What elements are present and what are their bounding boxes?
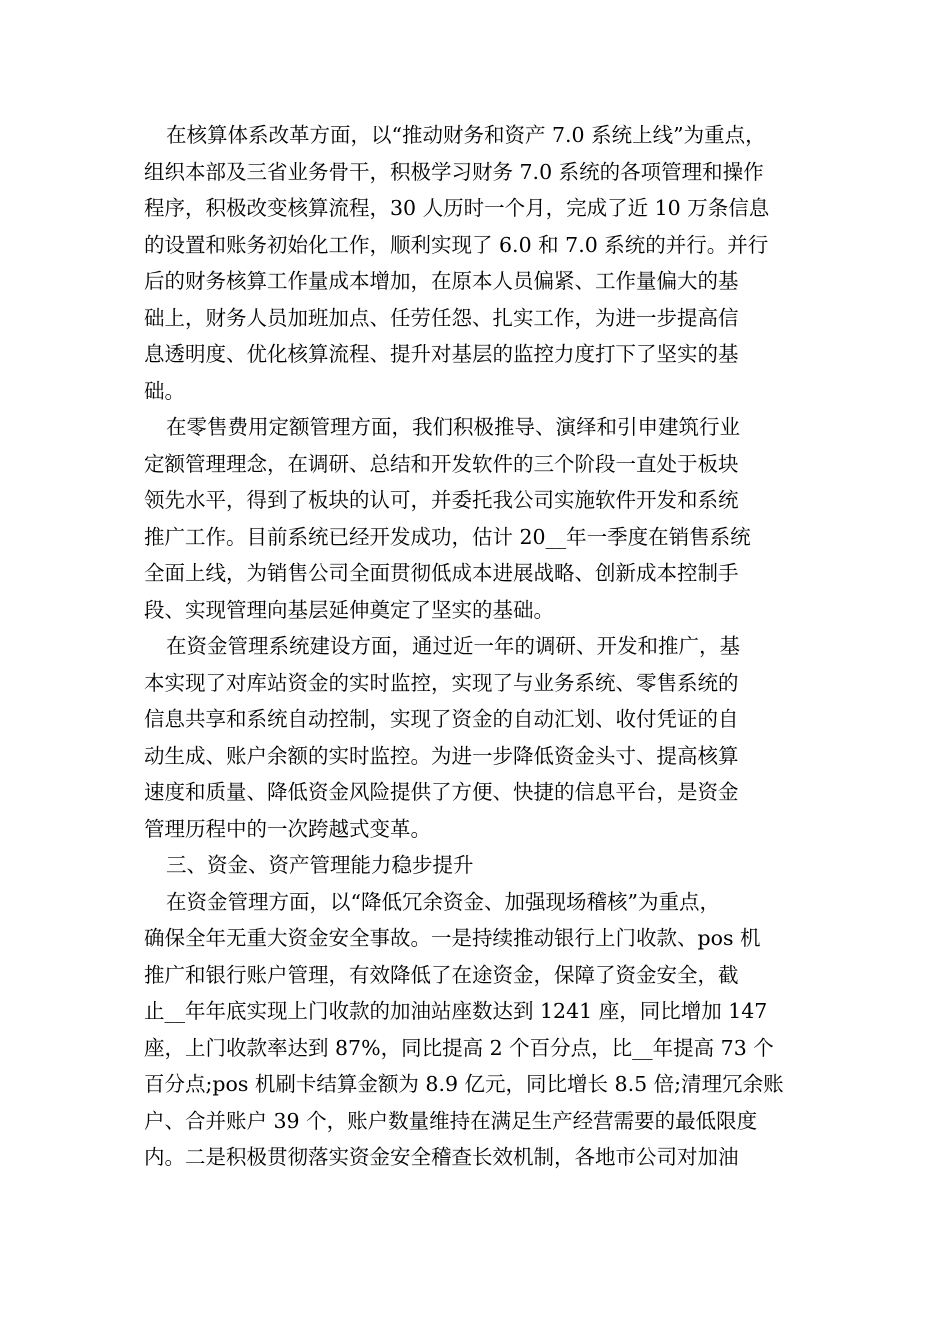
text-line: 推广和银行账户管理，有效降低了在途资金，保障了资金安全，截 xyxy=(144,962,739,987)
text-line: 座，上门收款率达到 87%，同比提高 2 个百分点，比__年提高 73 个 xyxy=(144,1035,774,1060)
text-line: 础上，财务人员加班加点、任劳任怨、扎实工作，为进一步提高信 xyxy=(144,305,739,330)
text-line: 段、实现管理向基层延伸奠定了坚实的基础。 xyxy=(144,597,554,622)
text-line: 在资金管理系统建设方面，通过近一年的调研、开发和推广，基 xyxy=(166,634,740,658)
text-line: 推广工作。目前系统已经开发成功，估计 20__年一季度在销售系统 xyxy=(144,524,751,549)
text-line: 后的财务核算工作量成本增加，在原本人员偏紧、工作量偏大的基 xyxy=(144,269,739,293)
section-heading: 三、资金、资产管理能力稳步提升 xyxy=(166,853,474,877)
text-line: 速度和质量、降低资金风险提供了方便、快捷的信息平台，是资金 xyxy=(144,780,739,804)
text-line: 本实现了对库站资金的实时监控，实现了与业务系统、零售系统的 xyxy=(144,670,739,695)
text-line: 内。二是积极贯彻落实资金安全稽查长效机制，各地市公司对加油 xyxy=(144,1145,739,1169)
text-line: 信息共享和系统自动控制，实现了资金的自动汇划、收付凭证的自 xyxy=(144,707,739,731)
text-line: 在核算体系改革方面，以“推动财务和资产 7.0 系统上线”为重点， xyxy=(166,123,766,147)
text-line: 止__年年底实现上门收款的加油站座数达到 1241 座，同比增加 147 xyxy=(144,999,768,1023)
text-line: 确保全年无重大资金安全事故。一是持续推动银行上门收款、pos 机 xyxy=(144,926,761,950)
text-line: 程序，积极改变核算流程，30 人历时一个月，完成了近 10 万条信息 xyxy=(144,196,770,220)
text-line: 在零售费用定额管理方面，我们积极推导、演绎和引申建筑行业 xyxy=(166,415,740,439)
text-line: 百分点;pos 机刷卡结算金额为 8.9 亿元，同比增长 8.5 倍;清理冗余账 xyxy=(144,1072,784,1096)
document-body xyxy=(144,117,806,1176)
text-line: 管理历程中的一次跨越式变革。 xyxy=(144,816,431,841)
text-line: 息透明度、优化核算流程、提升对基层的监控力度打下了坚实的基 xyxy=(144,342,739,366)
text-line: 定额管理理念，在调研、总结和开发软件的三个阶段一直处于板块 xyxy=(144,451,739,476)
text-line: 领先水平，得到了板块的认可，并委托我公司实施软件开发和系统 xyxy=(144,488,739,512)
text-line: 组织本部及三省业务骨干，积极学习财务 7.0 系统的各项管理和操作 xyxy=(144,159,764,184)
text-line: 户、合并账户 39 个，账户数量维持在满足生产经营需要的最低限度 xyxy=(144,1108,758,1133)
text-line: 在资金管理方面，以“降低冗余资金、加强现场稽核”为重点， xyxy=(166,889,720,914)
text-line: 动生成、账户余额的实时监控。为进一步降低资金头寸、提高核算 xyxy=(144,743,739,768)
text-line: 全面上线，为销售公司全面贯彻低成本进展战略、创新成本控制手 xyxy=(144,561,739,585)
text-line: 础。 xyxy=(144,378,185,403)
text-line: 的设置和账务初始化工作，顺利实现了 6.0 和 7.0 系统的并行。并行 xyxy=(144,232,769,257)
